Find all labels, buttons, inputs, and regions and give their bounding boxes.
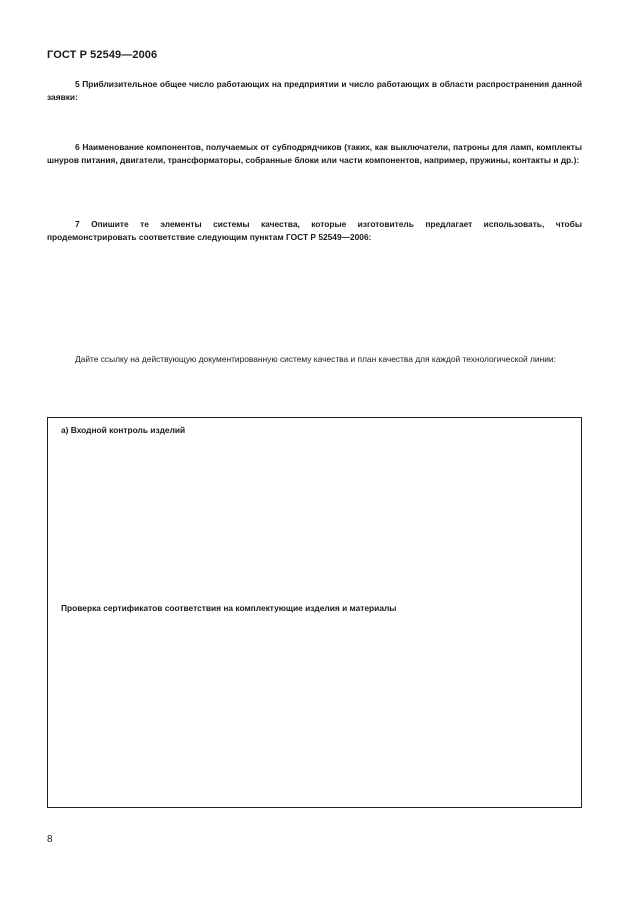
paragraph-7: 7 Опишите те элементы системы качества, которые изготовитель предлагает использовать, чтобы продемонстрировать соответствие следующим пунктам ГОСТ Р 52549—2006: [47, 219, 582, 242]
page-number: 8 [47, 834, 53, 845]
certificate-check-label: Проверка сертификатов соответствия на комплектующие изделия и материалы [61, 603, 397, 613]
paragraph-reference: Дайте ссылку на действующую документированную систему качества и план качества для каждой технологической линии: [75, 354, 556, 364]
quality-form-box [47, 417, 582, 808]
incoming-control-label: а) Входной контроль изделий [61, 425, 186, 435]
paragraph-6: 6 Наименование компонентов, получаемых от субподрядчиков (таких, как выключатели, патроны для ламп, комплекты шнуров питания, двигатели, трансформаторы, собранные блоки или части компонентов, например, пружины, контакты и др.): [47, 142, 582, 165]
document-header: ГОСТ Р 52549—2006 [47, 49, 158, 61]
paragraph-5: 5 Приблизительное общее число работающих на предприятии и число работающих в области распространения данной заявки: [47, 79, 582, 102]
